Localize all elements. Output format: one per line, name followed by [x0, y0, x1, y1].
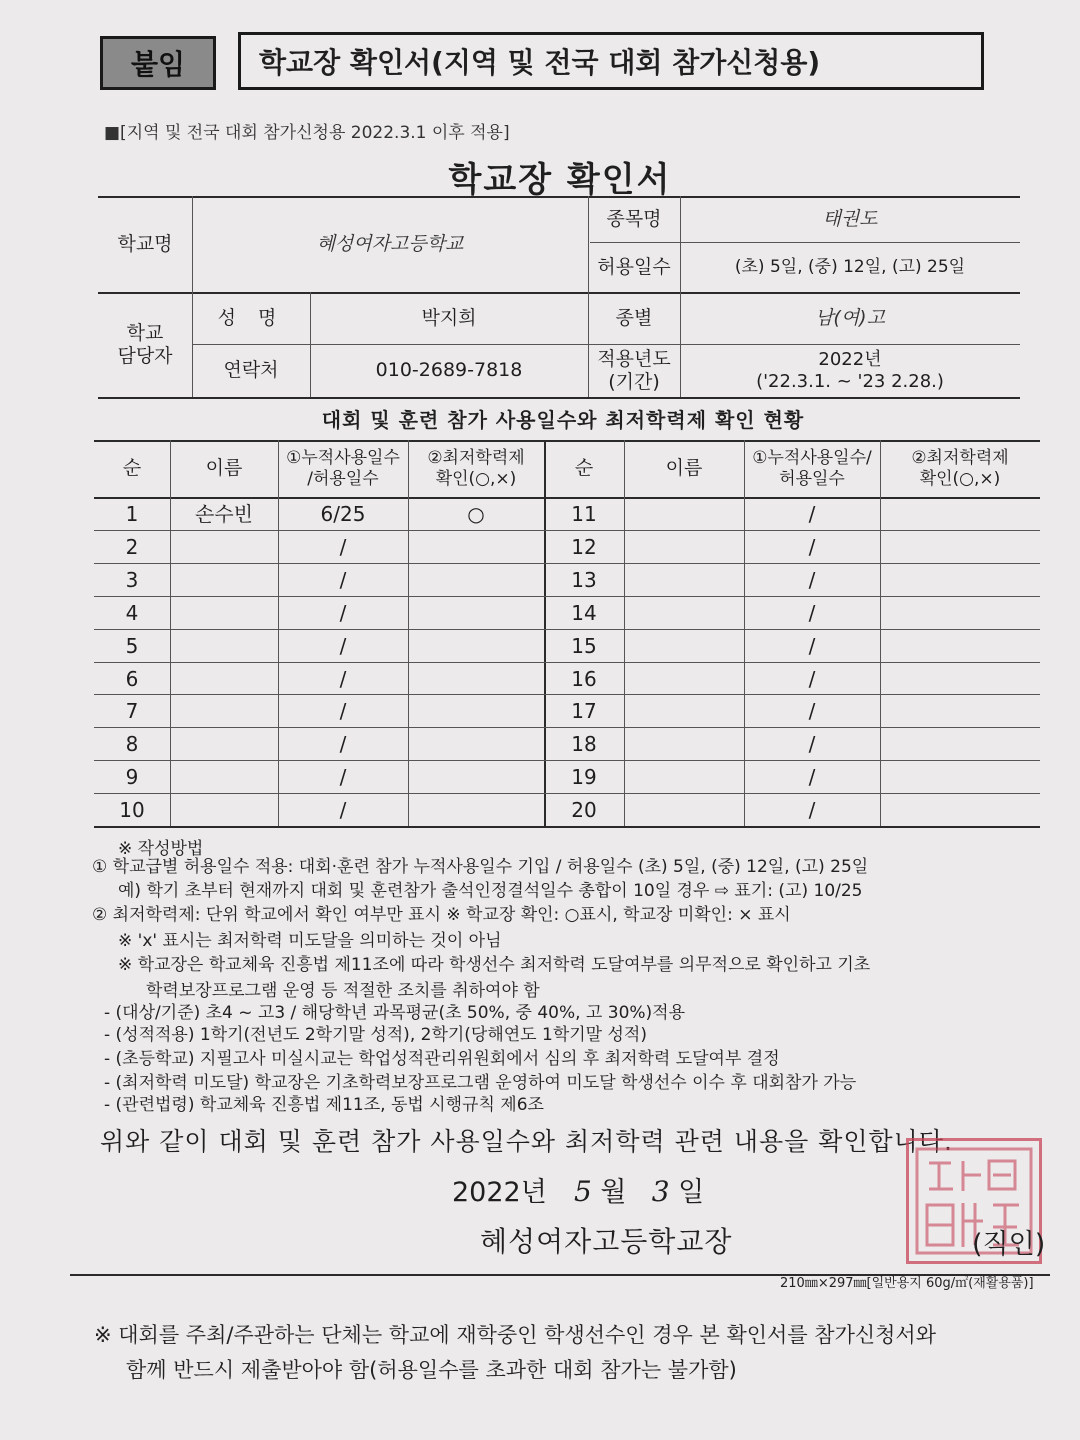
- table-cell-days: /: [339, 698, 347, 723]
- table-cell-days: /: [339, 567, 347, 592]
- table-cell-check: [408, 563, 544, 596]
- col-min-right-line1: ②최저학력제: [911, 448, 1009, 469]
- table-cell-check: ○: [467, 501, 485, 526]
- note-line-9: - (성적적용) 1학기(전년도 2학기말 성적), 2학기(당해연도 1학기말 성적): [104, 1025, 647, 1045]
- event-label: 종목명: [606, 207, 662, 230]
- table-cell-check: [880, 694, 1040, 727]
- table-cell-check: [408, 629, 544, 662]
- col-days-right-line2: 허용일수: [779, 468, 845, 489]
- table-cell-no: 11: [571, 501, 597, 526]
- table-caption: 대회 및 훈련 참가 사용일수와 최저학력제 확인 현황: [321, 408, 805, 432]
- table-cell-days: /: [339, 731, 347, 756]
- note-line-3: 예) 학기 초부터 현재까지 대회 및 훈련참가 출석인정결석일수 총합이 10일 경우 ⇨ 표기: (고) 10/25: [118, 881, 863, 901]
- table-cell-no: 9: [125, 764, 139, 789]
- note-line-7: 학력보장프로그램 운영 등 적절한 조치를 취하여야 함: [146, 981, 540, 1001]
- table-cell-name: [170, 596, 278, 629]
- table-cell-name: [170, 530, 278, 563]
- col-min-left-line2: 확인(○,×): [435, 468, 517, 489]
- paper-spec: 210㎜×297㎜[일반용지 60g/㎡(재활용품)]: [780, 1276, 1034, 1291]
- table-cell-name: [170, 563, 278, 596]
- note-line-6: ※ 학교장은 학교체육 진흥법 제11조에 따라 학생선수 최저학력 도달여부를 의무적으로 확인하고 기초: [118, 955, 871, 975]
- school-label: 학교명: [117, 232, 173, 255]
- note-line-1: ※ 작성방법: [118, 839, 204, 859]
- table-cell-days: /: [339, 797, 347, 822]
- note-line-4: ② 최저학력제: 단위 학교에서 확인 여부만 표시 ※ 학교장 확인: ○표시, 학교장 미확인: × 표시: [92, 905, 791, 925]
- table-cell-no: 7: [125, 698, 139, 723]
- allowed-days-label: 허용일수: [597, 255, 671, 278]
- table-cell-days: /: [808, 600, 816, 625]
- note-line-12: - (관련법령) 학교체육 진흥법 제11조, 동법 시행규칙 제6조: [104, 1095, 544, 1115]
- table-cell-days: /: [808, 501, 816, 526]
- table-cell-no: 1: [125, 501, 139, 526]
- allowed-days-value: (초) 5일, (중) 12일, (고) 25일: [734, 256, 966, 277]
- table-cell-name: [624, 662, 744, 695]
- principal-name: 혜성여자고등학교장: [480, 1225, 733, 1258]
- table-cell-name: [624, 563, 744, 596]
- table-cell-check: [408, 596, 544, 629]
- table-cell-days: /: [808, 666, 816, 691]
- table-cell-days: /: [339, 666, 347, 691]
- table-cell-no: 5: [125, 633, 139, 658]
- table-cell-no: 10: [119, 797, 145, 822]
- table-cell-check: [880, 530, 1040, 563]
- year-label-line1: 적용년도: [597, 347, 671, 370]
- footer-line-2: 함께 반드시 제출받아야 함(허용일수를 초과한 대회 참가는 불가함): [126, 1357, 737, 1382]
- table-cell-no: 13: [571, 567, 597, 592]
- col-days-right-line1: ①누적사용일수/: [752, 448, 872, 469]
- table-cell-check: [408, 662, 544, 695]
- seal-label: (직인): [972, 1229, 1046, 1260]
- table-cell-no: 12: [571, 534, 597, 559]
- table-cell-days: /: [808, 567, 816, 592]
- date-month: 5: [573, 1175, 592, 1208]
- table-cell-days: /: [808, 764, 816, 789]
- date-year: 2022년: [452, 1177, 547, 1208]
- table-cell-check: [880, 497, 1040, 530]
- confirmation-text: 위와 같이 대회 및 훈련 참가 사용일수와 최저학력 관련 내용을 확인합니다.: [100, 1127, 953, 1156]
- attachment-tag: 붙임: [100, 36, 216, 90]
- col-days-left-line2: /허용일수: [307, 468, 379, 489]
- table-cell-days: /: [339, 633, 347, 658]
- note-line-10: - (초등학교) 지필고사 미실시교는 학업성적관리위원회에서 심의 후 최저학력 도달여부 결정: [104, 1049, 780, 1069]
- year-value-line2: ('22.3.1. ~ '23 2.28.): [756, 370, 944, 392]
- table-cell-name: 손수빈: [195, 501, 253, 526]
- table-cell-no: 14: [571, 600, 597, 625]
- header-title: 학교장 확인서(지역 및 전국 대회 참가신청용): [238, 32, 984, 90]
- table-cell-check: [408, 694, 544, 727]
- table-cell-name: [624, 497, 744, 530]
- table-cell-no: 3: [125, 567, 139, 592]
- table-cell-name: [170, 662, 278, 695]
- table-cell-no: 18: [571, 731, 597, 756]
- table-cell-no: 16: [571, 666, 597, 691]
- school-name: 혜성여자고등학교: [316, 232, 464, 255]
- col-min-right-line2: 확인(○,×): [919, 468, 1001, 489]
- table-cell-name: [624, 629, 744, 662]
- contact-value: 010-2689-7818: [375, 359, 523, 382]
- note-line-5: ※ 'x' 표시는 최저학력 미도달을 의미하는 것이 아님: [118, 931, 502, 951]
- table-cell-days: /: [808, 698, 816, 723]
- col-days-left-line1: ①누적사용일수: [286, 448, 400, 469]
- subnote: ■[지역 및 전국 대회 참가신청용 2022.3.1 이후 적용]: [104, 123, 510, 143]
- table-cell-no: 2: [125, 534, 139, 559]
- date-month-unit: 월: [600, 1177, 627, 1208]
- table-cell-check: [408, 727, 544, 760]
- gender-label: 종별: [615, 306, 653, 329]
- col-name-left: 이름: [205, 457, 243, 480]
- note-line-8: - (대상/기준) 초4 ~ 고3 / 해당학년 과목평균(초 50%, 중 40%, 고 30%)적용: [104, 1003, 686, 1023]
- table-cell-check: [408, 793, 544, 826]
- year-label-line2: (기간): [608, 370, 660, 393]
- year-value-line1: 2022년: [818, 348, 882, 370]
- event-value: 태권도: [822, 207, 878, 230]
- table-cell-no: 15: [571, 633, 597, 658]
- table-cell-name: [170, 793, 278, 826]
- table-cell-days: /: [808, 534, 816, 559]
- table-cell-days: /: [339, 764, 347, 789]
- col-min-left-line1: ②최저학력제: [427, 448, 525, 469]
- footer-note: [94, 1318, 936, 1387]
- contact-label: 연락처: [223, 359, 279, 382]
- date-day: 3: [651, 1175, 670, 1208]
- col-no-left: 순: [122, 457, 142, 480]
- table-cell-check: [880, 629, 1040, 662]
- gender-value: 남(여)고: [815, 306, 885, 329]
- table-cell-days: /: [808, 731, 816, 756]
- table-cell-no: 4: [125, 600, 139, 625]
- manager-label-line1: 학교: [126, 321, 164, 344]
- table-cell-days: /: [808, 633, 816, 658]
- table-cell-check: [408, 530, 544, 563]
- name-label: 성 명: [217, 306, 285, 329]
- table-cell-days: 6/25: [320, 501, 366, 526]
- table-cell-days: /: [339, 534, 347, 559]
- table-cell-no: 6: [125, 666, 139, 691]
- table-cell-check: [880, 793, 1040, 826]
- table-cell-name: [624, 760, 744, 793]
- table-cell-check: [880, 563, 1040, 596]
- table-cell-days: /: [339, 600, 347, 625]
- table-cell-name: [170, 694, 278, 727]
- table-cell-name: [624, 530, 744, 563]
- table-cell-no: 20: [571, 797, 597, 822]
- col-no-right: 순: [574, 457, 594, 480]
- col-name-right: 이름: [665, 457, 703, 480]
- table-cell-no: 8: [125, 731, 139, 756]
- table-cell-name: [624, 727, 744, 760]
- table-cell-name: [624, 793, 744, 826]
- table-cell-no: 19: [571, 764, 597, 789]
- table-cell-days: /: [808, 797, 816, 822]
- table-cell-name: [624, 596, 744, 629]
- note-line-11: - (최저학력 미도달) 학교장은 기초학력보장프로그램 운영하여 미도달 학생선수 이수 후 대회참가 가능: [104, 1073, 857, 1093]
- table-cell-name: [170, 727, 278, 760]
- manager-label-line2: 담당자: [117, 344, 173, 367]
- table-cell-check: [880, 596, 1040, 629]
- table-cell-check: [880, 727, 1040, 760]
- issue-date: [452, 1170, 704, 1209]
- table-cell-check: [880, 760, 1040, 793]
- note-line-2: ① 학교급별 허용일수 적용: 대회·훈련 참가 누적사용일수 기입 / 허용일수 (초) 5일, (중) 12일, (고) 25일: [92, 857, 869, 877]
- table-cell-check: [408, 760, 544, 793]
- table-cell-name: [170, 760, 278, 793]
- date-day-unit: 일: [678, 1177, 705, 1208]
- table-cell-no: 17: [571, 698, 597, 723]
- footer-line-1: ※ 대회를 주최/주관하는 단체는 학교에 재학중인 학생선수인 경우 본 확인서를 참가신청서와: [94, 1323, 937, 1347]
- manager-name: 박지희: [421, 306, 477, 329]
- document-title: 학교장 확인서: [448, 160, 672, 200]
- table-cell-check: [880, 662, 1040, 695]
- table-cell-name: [624, 694, 744, 727]
- table-cell-name: [170, 629, 278, 662]
